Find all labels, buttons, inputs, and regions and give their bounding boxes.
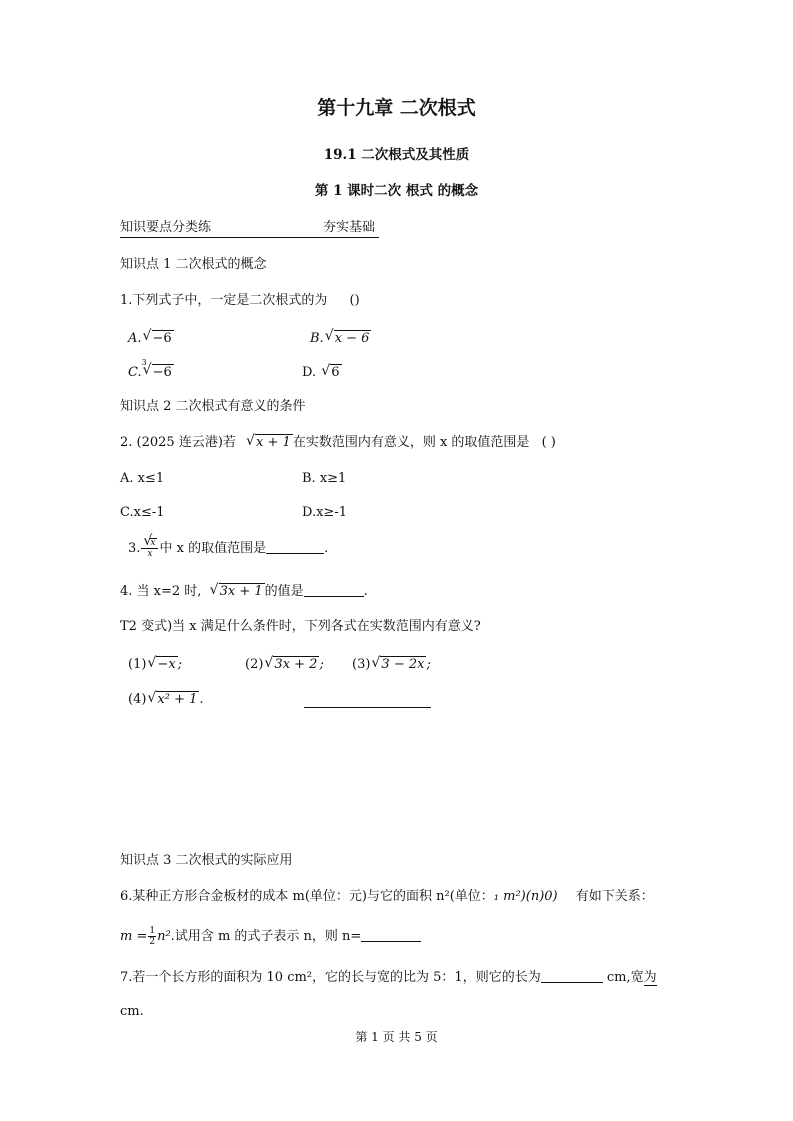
knowledge-point-3: 知识点 3 二次根式的实际应用 — [120, 853, 293, 868]
part-1-end: ; — [177, 657, 183, 672]
fraction-numerator: 1 — [149, 926, 156, 936]
q5-part-2 — [245, 656, 324, 674]
formula-lhs: m = — [120, 929, 148, 944]
lesson-title: 第 1 课时二次 根式 的概念 — [314, 183, 479, 199]
formula-rhs: n². — [157, 929, 175, 944]
question-7-underlined-char: 为 — [643, 970, 657, 985]
question-7-line-2: cm. — [120, 1004, 144, 1019]
sqrt-symbol — [246, 434, 293, 452]
root-index: √ 3 — [141, 358, 147, 367]
option-c-radicand: −6 — [152, 365, 172, 380]
part-3-end: ; — [426, 657, 431, 672]
question-6-line-2 — [120, 926, 421, 947]
q2-option-b: B. x≥1 — [302, 471, 347, 486]
question-2-paren: ( ) — [541, 435, 556, 450]
sqrt-symbol — [264, 656, 319, 674]
part-3-radicand: 3 − 2x — [381, 657, 425, 672]
option-b-radicand: x − 6 — [334, 331, 370, 346]
knowledge-point-1: 知识点 1 二次根式的概念 — [120, 257, 267, 272]
part-4-end: . — [199, 692, 204, 707]
answer-line[interactable] — [304, 707, 431, 708]
answer-blank[interactable] — [361, 927, 421, 942]
q1-option-d — [302, 364, 342, 382]
question-4-prefix: 4. 当 x=2 时, — [120, 584, 202, 599]
sqrt-symbol — [321, 364, 341, 382]
answer-blank-length[interactable] — [541, 968, 603, 983]
question-2-radicand: x + 1 — [256, 435, 291, 450]
question-7-text: 7.若一个长方形的面积为 10 cm²，它的长与宽的比为 5：1，则它的长为 — [120, 970, 541, 985]
question-4-suffix: 的值是 — [264, 584, 304, 599]
header-right: 夯实基础 — [323, 220, 376, 235]
part-3-label: (3) — [352, 657, 371, 672]
page-footer: 第 1 页 共 5 页 — [355, 1030, 438, 1044]
sqrt-symbol — [147, 656, 177, 674]
option-b-label: B. — [310, 331, 324, 346]
answer-blank[interactable] — [266, 539, 324, 554]
part-2-end: ; — [319, 657, 324, 672]
question-2-prefix: 2. (2025 连云港)若 — [120, 435, 236, 450]
question-4 — [120, 582, 368, 601]
answer-blank[interactable] — [304, 582, 364, 597]
option-a-radicand: −6 — [152, 331, 172, 346]
part-1-label: (1) — [128, 657, 147, 672]
question-7-unit: cm,宽 — [606, 970, 644, 985]
question-3 — [128, 538, 328, 559]
question-5-stem: T2 变式)当 x 满足什么条件时，下列各式在实数范围内有意义? — [120, 619, 481, 634]
q5-part-1 — [128, 656, 182, 674]
header-left: 知识要点分类练 — [120, 220, 212, 235]
fraction-denominator: x — [147, 549, 153, 559]
question-1-stem — [120, 292, 360, 310]
option-c-label: C. — [128, 365, 142, 380]
knowledge-point-2: 知识点 2 二次根式有意义的条件 — [120, 399, 306, 414]
q5-part-3 — [352, 656, 431, 674]
fraction-numerator: x — [150, 538, 156, 548]
option-d-radicand: 6 — [331, 365, 340, 380]
sqrt-symbol — [147, 691, 199, 709]
part-4-label: (4) — [128, 692, 147, 707]
q2-option-c: C.x≤-1 — [120, 505, 165, 520]
sqrt-symbol — [143, 538, 157, 548]
question-6-ask: 试用含 m 的式子表示 n，则 n= — [174, 929, 362, 944]
sqrt-symbol — [143, 330, 174, 346]
part-2-radicand: 3x + 2 — [274, 657, 318, 672]
question-6-relation-text: 有如下关系： — [575, 889, 654, 904]
question-6-unit: ₁ m²)(n)0) — [493, 889, 558, 904]
sqrt-symbol — [325, 330, 372, 346]
question-1-text: 1.下列式子中，一定是二次根式的为 — [120, 293, 328, 308]
section-title: 19.1 二次根式及其性质 — [323, 147, 470, 163]
question-4-end: . — [363, 584, 368, 599]
option-a-label: A. — [128, 331, 142, 346]
question-2-stem — [120, 434, 556, 452]
option-d-label: D. — [302, 365, 317, 380]
q1-option-a — [128, 330, 174, 346]
cube-root-symbol — [141, 358, 174, 380]
question-4-radicand: 3x + 1 — [219, 584, 263, 599]
fraction-one-half — [148, 926, 156, 947]
question-7-line-1 — [120, 968, 657, 987]
sqrt-symbol — [210, 583, 265, 601]
q1-option-b — [310, 330, 371, 346]
question-3-end: . — [324, 541, 329, 556]
fraction-denominator: 2 — [149, 937, 156, 947]
fraction — [141, 538, 158, 559]
question-3-prefix: 3. — [128, 541, 141, 556]
q2-option-d: D.x≥-1 — [302, 505, 347, 520]
q2-option-a: A. x≤1 — [120, 471, 165, 486]
section-header — [120, 219, 379, 238]
chapter-title: 第十九章 二次根式 — [317, 97, 476, 119]
question-2-suffix: 在实数范围内有意义，则 x 的取值范围是 — [292, 435, 530, 450]
part-1-radicand: −x — [157, 657, 176, 672]
q5-part-4 — [128, 691, 204, 709]
q1-option-c — [128, 358, 174, 380]
question-3-suffix: 中 x 的取值范围是 — [159, 541, 267, 556]
question-6-line-1 — [120, 888, 654, 906]
question-6-text: 6.某种正方形合金板材的成本 m(单位：元)与它的面积 n²(单位： — [120, 889, 494, 904]
sqrt-symbol — [371, 656, 426, 674]
part-2-label: (2) — [245, 657, 264, 672]
part-4-radicand: x² + 1 — [157, 692, 198, 707]
question-1-paren: () — [349, 293, 360, 308]
